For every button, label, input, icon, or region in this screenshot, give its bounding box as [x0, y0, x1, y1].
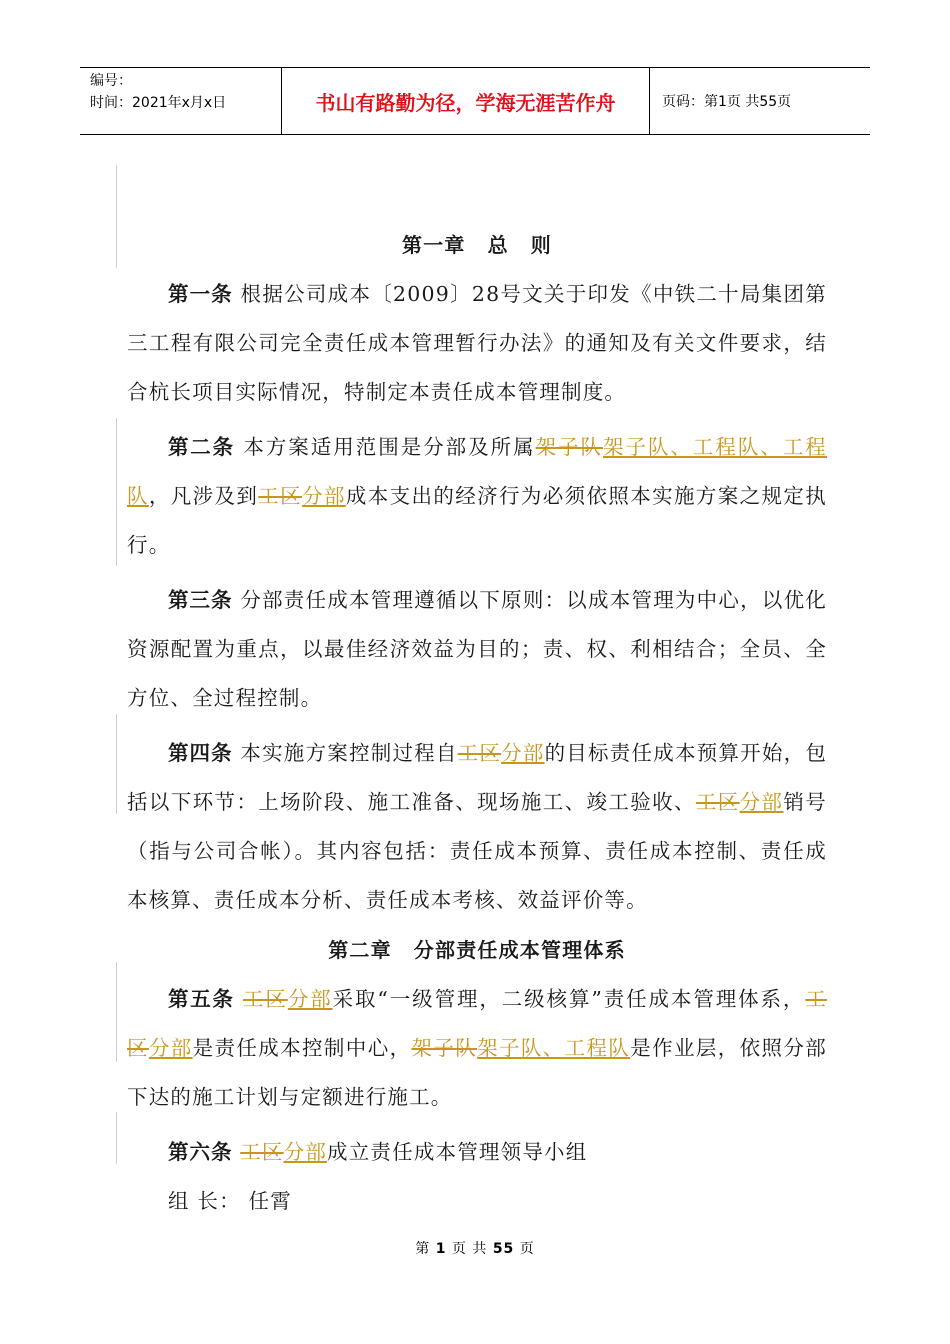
leader-line [127, 1177, 827, 1226]
change-bar [116, 1112, 117, 1164]
article-5 [127, 975, 827, 1122]
header-meta [80, 68, 282, 134]
deleted-text: 工区 [695, 790, 740, 814]
inserted-text: 分部 [302, 484, 346, 508]
deleted-text: 工区 [243, 987, 288, 1011]
article-text: 采取“一级管理，二级核算”责任成本管理体系， [332, 987, 806, 1011]
article-text: 本实施方案控制过程自 [240, 741, 458, 765]
inserted-text: 分部 [287, 987, 333, 1011]
page-header [80, 67, 870, 135]
chapter-title-part: 则 [530, 233, 552, 257]
deleted-text: 工区 [127, 987, 828, 1060]
chapter-title: 分部责任成本管理体系 [413, 938, 626, 962]
article-text: 是责任成本控制中心， [192, 1036, 412, 1060]
header-page-info: 页码：第1页 共55页 [662, 94, 792, 110]
deleted-text: 工区 [457, 741, 502, 765]
change-bar [116, 418, 117, 566]
article-text: 的目标责任成本预算开始，包括以下环节：上场阶段、施工准备、现场施工、竣工验收、 [127, 741, 828, 814]
inserted-text: 架子队、工程队、工程队 [127, 435, 828, 508]
footer-text: 第 [415, 1241, 431, 1257]
article-text: 销号（指与公司合帐）。其内容包括：责任成本预算、责任成本控制、责任成本核算、责任成本分析、责任成本考核、效益评价等。 [127, 790, 828, 912]
footer-text: 页 [519, 1241, 535, 1257]
article-3 [127, 576, 827, 723]
inserted-text: 分部 [283, 1140, 328, 1164]
article-2 [127, 423, 827, 570]
change-bar [116, 962, 117, 1062]
article-label: 第三条 [168, 588, 233, 612]
article-label: 第五条 [168, 987, 235, 1011]
article-label: 第二条 [168, 435, 235, 459]
article-6 [127, 1128, 827, 1177]
article-label: 第四条 [168, 741, 233, 765]
deleted-text: 架子队 [535, 435, 603, 459]
article-4 [127, 729, 827, 925]
footer-total-pages: 55 [492, 1241, 515, 1257]
chapter-heading [127, 220, 827, 270]
leader-label: 组 长： [168, 1189, 241, 1213]
inserted-text: 架子队、工程队 [477, 1036, 631, 1060]
chapter-number: 第一章 [401, 233, 466, 257]
deleted-text: 架子队 [411, 1036, 478, 1060]
chapter-heading [127, 925, 827, 975]
date-label: 时间：2021年x月x日 [90, 95, 227, 111]
article-text: 成本支出的经济行为必须依照本实施方案之规定执行。 [127, 484, 828, 557]
page-footer [0, 1238, 950, 1258]
chapter-number: 第二章 [328, 938, 392, 962]
inserted-text: 分部 [148, 1036, 193, 1060]
article-text: ，凡涉及到 [148, 484, 259, 508]
article-text: 分部责任成本管理遵循以下原则：以成本管理为中心，以优化资源配置为重点，以最佳经济效益为目的；责、权、利相结合；全员、全方位、全过程控制。 [127, 588, 828, 710]
article-text: 是作业层，依照分部下达的施工计划与定额进行施工。 [127, 1036, 827, 1109]
article-text: 本方案适用范围是分部及所属 [243, 435, 536, 459]
footer-page-number: 1 [435, 1241, 447, 1257]
document-body [127, 220, 827, 1226]
leader-name: 任霄 [248, 1189, 292, 1213]
article-label: 第一条 [168, 282, 233, 306]
article-text: 根据公司成本〔2009〕28号文关于印发《中铁二十局集团第三工程有限公司完全责任成本管理暂行办法》的通知及有关文件要求，结合杭长项目实际情况，特制定本责任成本管理制度。 [127, 282, 828, 404]
inserted-text: 分部 [739, 790, 784, 814]
deleted-text: 工区 [258, 484, 303, 508]
article-label: 第六条 [168, 1140, 233, 1164]
number-label: 编号： [90, 73, 132, 89]
header-motto: 书山有路勤为径，学海无涯苦作舟 [282, 68, 650, 134]
inserted-text: 分部 [501, 741, 545, 765]
article-text: 成立责任成本管理领导小组 [327, 1140, 588, 1164]
change-bar [116, 714, 117, 814]
footer-text: 页 共 [451, 1241, 488, 1257]
change-bar [116, 165, 117, 268]
chapter-title-part: 总 [487, 233, 509, 257]
article-1 [127, 270, 827, 417]
deleted-text: 工区 [240, 1140, 284, 1164]
